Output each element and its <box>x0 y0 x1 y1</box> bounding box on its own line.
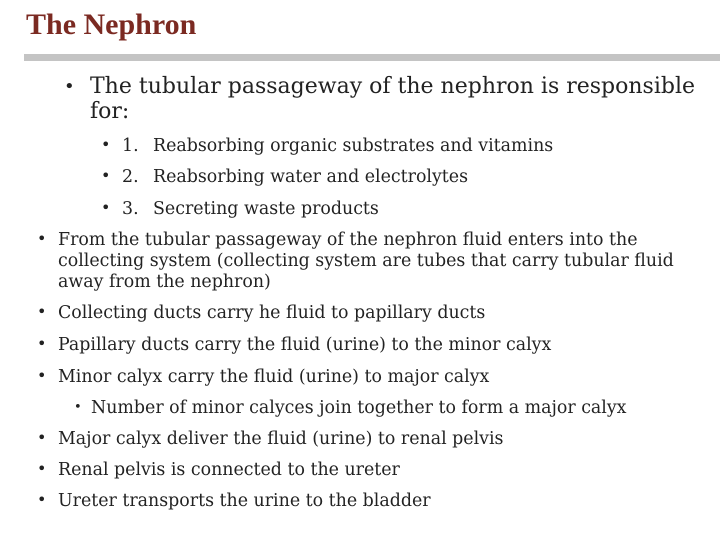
bullet-marker: • <box>74 400 82 415</box>
bullet-tubular-passageway <box>64 74 696 99</box>
bullet-text: collecting system (collecting system are tubes that carry tubular fluid <box>58 251 674 271</box>
bullet-text: Number of minor calyces join together to form a major calyx <box>91 398 627 418</box>
bullet-collecting-system <box>37 229 638 250</box>
bullet-text: Ureter transports the urine to the bladder <box>58 491 431 511</box>
slide-title: The Nephron <box>26 8 197 41</box>
bullet-text: Minor calyx carry the fluid (urine) to major calyx <box>58 367 490 387</box>
bullet-continuation <box>58 272 271 292</box>
bullet-text: Papillary ducts carry the fluid (urine) to the minor calyx <box>58 335 552 355</box>
bullet-marker: • <box>37 229 47 248</box>
bullet-text: for: <box>90 99 130 124</box>
bullet-marker: • <box>101 135 111 154</box>
bullet-text: Reabsorbing water and electrolytes <box>153 167 469 187</box>
subbullet-minor-calyces-join <box>74 398 627 418</box>
bullet-marker: • <box>101 166 111 185</box>
bullet-ureter <box>37 490 431 511</box>
bullet-marker: • <box>37 459 47 478</box>
bullet-continuation <box>90 100 129 124</box>
bullet-minor-calyx <box>37 366 490 387</box>
bullet-text: Secreting waste products <box>153 199 379 219</box>
bullet-text: The tubular passageway of the nephron is responsible <box>90 74 696 99</box>
bullet-renal-pelvis <box>37 459 400 480</box>
subbullet-secreting-waste <box>101 198 379 219</box>
bullet-papillary-ducts <box>37 334 552 355</box>
bullet-collecting-ducts <box>37 302 486 323</box>
bullet-text: Reabsorbing organic substrates and vitamins <box>153 136 554 156</box>
bullet-continuation <box>58 251 674 271</box>
bullet-marker: • <box>37 428 47 447</box>
bullet-text: Major calyx deliver the fluid (urine) to renal pelvis <box>58 429 504 449</box>
bullet-marker: • <box>37 490 47 509</box>
bullet-text: Renal pelvis is connected to the ureter <box>58 460 400 480</box>
bullet-marker: • <box>37 302 47 321</box>
subbullet-reabsorb-organic <box>101 135 554 156</box>
bullet-marker: • <box>64 76 75 97</box>
bullet-text: From the tubular passageway of the nephron fluid enters into the <box>58 230 638 250</box>
item-number: 2. <box>122 167 139 187</box>
bullet-major-calyx <box>37 428 504 449</box>
item-number: 3. <box>122 199 139 219</box>
bullet-text: away from the nephron) <box>58 272 271 292</box>
bullet-marker: • <box>37 334 47 353</box>
item-number: 1. <box>122 136 139 156</box>
title-divider <box>24 54 720 61</box>
subbullet-reabsorb-water <box>101 166 469 187</box>
bullet-marker: • <box>37 366 47 385</box>
bullet-marker: • <box>101 198 111 217</box>
bullet-text: Collecting ducts carry he fluid to papillary ducts <box>58 303 486 323</box>
